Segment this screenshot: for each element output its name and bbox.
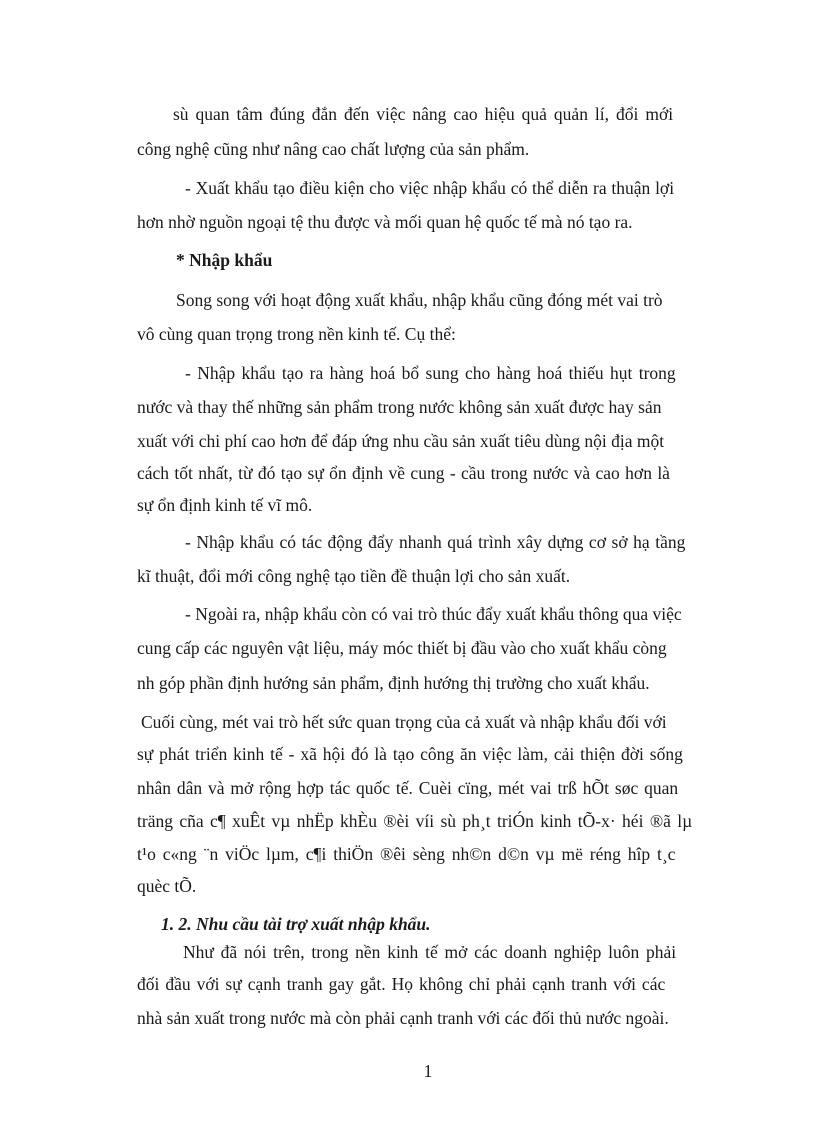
page-number: 1 <box>423 1061 433 1081</box>
body-line: - Nhập khẩu tạo ra hàng hoá bổ sung cho hàng hoá thiếu hụt trong <box>185 363 676 383</box>
body-line: nhân dân và mở rộng hợp tác quốc tế. Cuèi cïng, mét vai trß hÕt søc quan <box>137 778 679 798</box>
body-line: quèc tÕ. <box>137 876 197 896</box>
subsection-heading: 1. 2. Nhu cầu tài trợ xuất nhập khẩu. <box>161 914 431 934</box>
body-line: - Ngoài ra, nhập khẩu còn có vai trò thúc đẩy xuất khẩu thông qua việc <box>185 604 682 624</box>
body-line: công nghệ cũng như nâng cao chất lượng của sản phẩm. <box>137 139 530 159</box>
body-line: Cuối cùng, mét vai trò hết sức quan trọng của cả xuất và nhập khẩu đối với <box>141 712 667 732</box>
body-line: - Nhập khẩu có tác động đẩy nhanh quá trình xây dựng cơ sở hạ tầng <box>185 532 686 552</box>
body-line: xuất với chi phí cao hơn để đáp ứng nhu cầu sản xuất tiêu dùng nội địa một <box>137 431 665 451</box>
body-line: - Xuất khẩu tạo điều kiện cho việc nhập khẩu có thể diễn ra thuận lợi <box>185 178 675 198</box>
body-line: cung cấp các nguyên vật liệu, máy móc thiết bị đầu vào cho xuất khẩu còng <box>137 638 667 658</box>
body-line: Như đã nói trên, trong nền kinh tế mở các doanh nghiệp luôn phải <box>183 942 677 962</box>
body-line: sự ổn định kinh tế vĩ mô. <box>137 495 313 515</box>
body-line: nh góp phần định hướng sản phẩm, định hướng thị trường cho xuất khẩu. <box>137 673 650 693</box>
body-line: kĩ thuật, đổi mới công nghệ tạo tiền đề thuận lợi cho sản xuất. <box>137 566 571 586</box>
body-line: nước và thay thế những sản phẩm trong nước không sản xuất được hay sản <box>137 397 662 417</box>
body-line: sù quan tâm đúng đắn đến việc nâng cao hiệu quả quản lí, đổi mới <box>173 104 674 124</box>
body-line: Song song với hoạt động xuất khẩu, nhập khẩu cũng đóng mét vai trò <box>176 290 663 310</box>
body-line: nhà sản xuất trong nước mà còn phải cạnh tranh với các đối thủ nước ngoài. <box>137 1008 669 1028</box>
body-line: träng cña c¶ xuÊt vµ nhËp khÈu ®èi víi sù ph¸t triÓn kinh tÕ-x· héi ®ã lµ <box>137 811 693 831</box>
body-line: đối đầu với sự cạnh tranh gay gắt. Họ không chỉ phải cạnh tranh với các <box>137 974 666 994</box>
body-line: hơn nhờ nguồn ngoại tệ thu được và mối quan hệ quốc tế mà nó tạo ra. <box>137 212 633 232</box>
section-heading: * Nhập khẩu <box>176 250 273 270</box>
body-line: sự phát triển kinh tế - xã hội đó là tạo công ăn việc làm, cải thiện đời sống <box>137 744 683 764</box>
body-line: t¹o c«ng ¨n viÖc lµm, c¶i thiÖn ®êi sèng nh©n d©n vµ më réng hîp t¸c <box>137 844 676 864</box>
body-line: vô cùng quan trọng trong nền kinh tế. Cụ thể: <box>137 324 456 344</box>
body-line: cách tốt nhất, từ đó tạo sự ổn định về cung - cầu trong nước và cao hơn là <box>137 463 670 483</box>
